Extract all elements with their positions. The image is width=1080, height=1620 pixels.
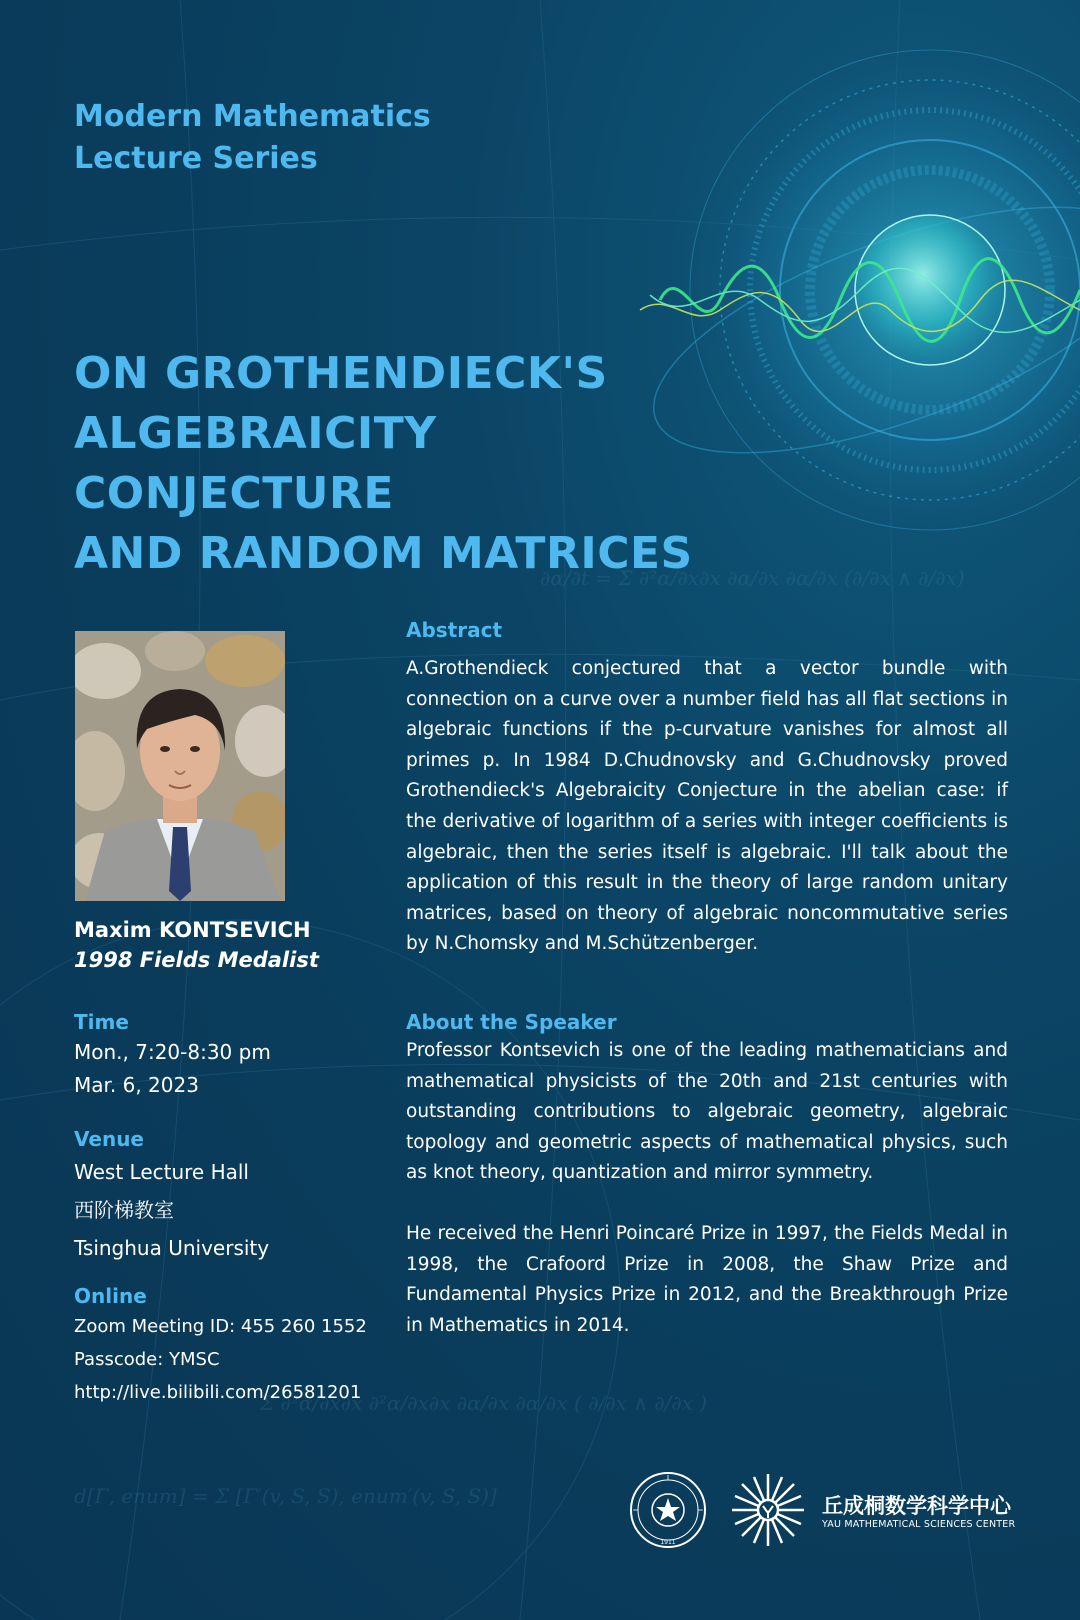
ymsc-name-chinese: 丘成桐数学科学中心 xyxy=(822,1494,1011,1518)
lecture-title xyxy=(74,344,754,584)
abstract-section xyxy=(406,616,1008,960)
lecture-title-line3: AND RANDOM MATRICES xyxy=(74,528,693,579)
svg-text:Σ ∂²α/∂x∂x ∂²α/∂x∂x ∂α/∂x ∂: Σ ∂²α/∂x∂x ∂²α/∂x∂x ∂α/∂x ∂α/∂x ( ∂/∂x ∧ ∂/∂x ) xyxy=(260,1391,708,1415)
abstract-label: Abstract xyxy=(406,618,503,642)
time-section xyxy=(74,1008,271,1102)
series-title xyxy=(74,96,431,180)
time-line2: Mar. 6, 2023 xyxy=(74,1073,199,1097)
ymsc-logo-icon xyxy=(732,1474,804,1546)
tsinghua-year: 1911 xyxy=(660,1539,676,1546)
online-label: Online xyxy=(74,1284,147,1308)
bilibili-link[interactable]: http://live.bilibili.com/26581201 xyxy=(74,1382,362,1403)
series-title-line2: Lecture Series xyxy=(74,141,318,176)
venue-label: Venue xyxy=(74,1127,144,1151)
venue-line2: 西阶梯教室 xyxy=(74,1198,174,1222)
about-section xyxy=(406,1008,1008,1341)
abstract-text: A.Grothendieck conjectured that a vector bundle with connection on a curve over a number field has all flat sections in algebraic functions if the p-curvature vanishes for almost all primes p. In 1984 D.Chudnovsky and G.Chudnovsky proved Grothendieck's Algebraicity Conjecture in the abelian case: if the derivative of logarithm of a series with integer coefficients is algebraic, then the series itself is algebraic. I'll talk about the application of this result in the theory of large random unitary matrices, based on theory of algebraic noncommutative series by N.Chomsky and M.Schützenberger. xyxy=(406,658,1008,955)
speaker-name: Maxim KONTSEVICH xyxy=(74,918,311,942)
speaker-honor: 1998 Fields Medalist xyxy=(74,948,319,972)
venue-line1: West Lecture Hall xyxy=(74,1160,249,1184)
time-label: Time xyxy=(74,1010,129,1034)
series-title-line1: Modern Mathematics xyxy=(74,99,431,134)
tsinghua-seal-icon xyxy=(631,1473,705,1547)
zoom-meeting-id: Zoom Meeting ID: 455 260 1552 xyxy=(74,1316,367,1337)
svg-text:d[Γ, enum] = Σ [Γ′(v, S, S), e: d[Γ, enum] = Σ [Γ′(v, S, S), enum′(v, S, S)] xyxy=(74,1484,497,1508)
time-line1: Mon., 7:20-8:30 pm xyxy=(74,1040,271,1064)
svg-text:∂α/∂t = Σ ∂²α/∂x∂x ∂α/∂x ∂α/: ∂α/∂t = Σ ∂²α/∂x∂x ∂α/∂x ∂α/∂x (∂/∂x ∧ ∂/∂x) xyxy=(540,566,965,590)
zoom-passcode: Passcode: YMSC xyxy=(74,1349,220,1370)
about-para2: He received the Henri Poincaré Prize in 1997, the Fields Medal in 1998, the Crafoord Prize in 2008, the Shaw Prize and Fundamental Physics Prize in 2012, and the Breakthrough Prize in Mathematics in 2014. xyxy=(406,1222,1008,1336)
online-section xyxy=(74,1282,367,1409)
lecture-title-line2: ALGEBRAICITY CONJECTURE xyxy=(74,408,437,519)
speaker-photo xyxy=(75,631,285,901)
about-label: About the Speaker xyxy=(406,1010,617,1034)
ymsc-name-english: YAU MATHEMATICAL SCIENCES CENTER xyxy=(822,1519,1016,1530)
venue-line3: Tsinghua University xyxy=(74,1236,270,1260)
about-para1: Professor Kontsevich is one of the leading mathematicians and mathematical physicists of the 20th and 21st centuries with outstanding contributions to algebraic geometry, algebraic topology and geometric aspects of mathematical physics, such as knot theory, quantization and mirror symmetry. xyxy=(406,1040,1008,1184)
lecture-title-line1: ON GROTHENDIECK'S xyxy=(74,348,608,399)
venue-section xyxy=(74,1125,269,1267)
